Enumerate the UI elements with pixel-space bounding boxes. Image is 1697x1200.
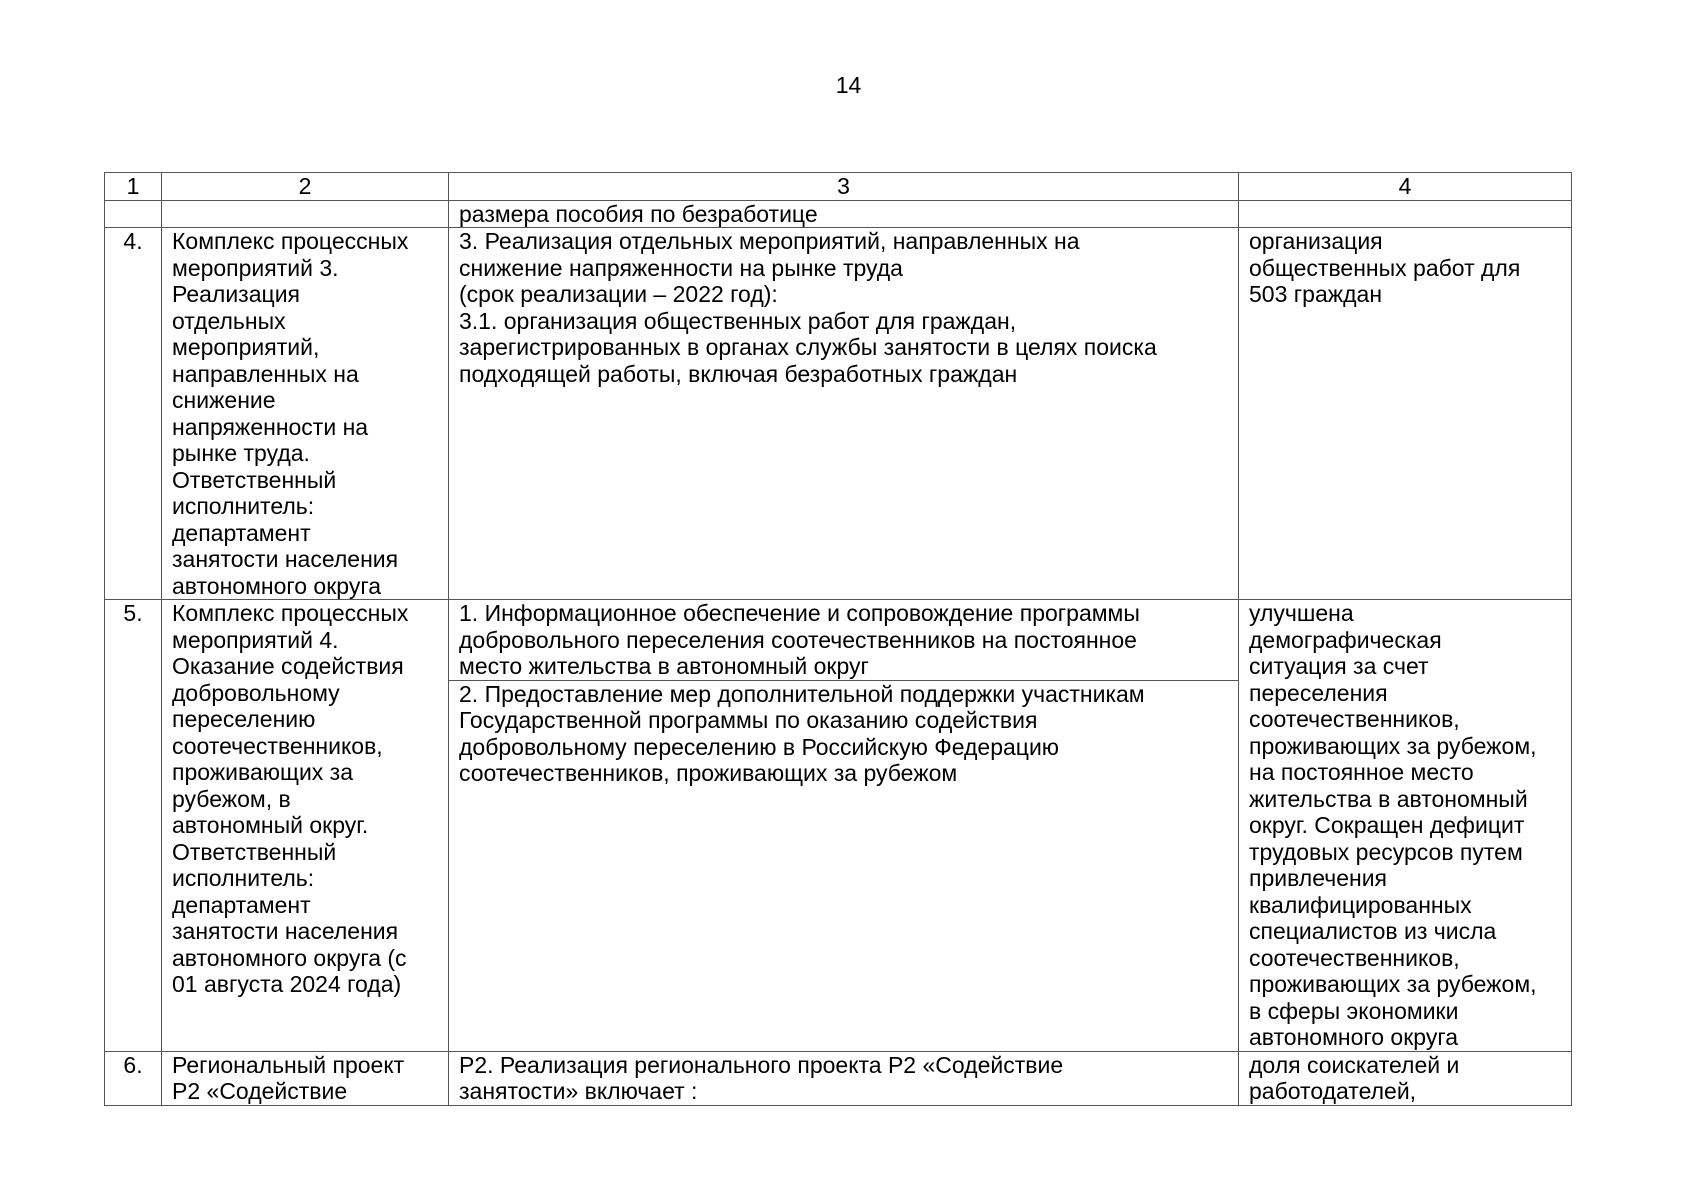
text-line: занятости» включает :	[459, 1078, 698, 1104]
text-line: снижение напряженности на рынке труда	[459, 254, 903, 281]
text-line: департамент	[172, 891, 311, 918]
text-line: автономного округа	[172, 572, 381, 599]
text-line: общественных работ для	[1249, 254, 1521, 281]
text-line: Реализация	[172, 281, 300, 307]
text-line: Р2. Реализация регионального проекта Р2 «Содействие	[459, 1051, 1064, 1078]
header-col-2: 2	[162, 173, 449, 201]
subcell-item-2	[449, 681, 1238, 787]
cell-col3	[449, 228, 1239, 600]
text-line: (срок реализации – 2022 год):	[459, 281, 778, 307]
cell-col2	[162, 600, 449, 1052]
text-line: жительства в автономный	[1249, 785, 1528, 812]
text-line: департамент	[172, 519, 311, 546]
text-line: организация	[1249, 228, 1383, 254]
text-line: привлечения	[1249, 865, 1388, 891]
text-line: Оказание содействия	[172, 653, 404, 679]
text-line: 3.1. организация общественных работ для граждан,	[459, 307, 1017, 334]
text-line: доля соискателей и	[1249, 1051, 1460, 1078]
table-row-5	[105, 600, 1572, 1052]
text-line: занятости населения	[172, 918, 399, 944]
subcell-item-1	[449, 600, 1238, 681]
header-col-1: 1	[105, 173, 162, 201]
table-row-6	[105, 1051, 1572, 1105]
header-col-3: 3	[449, 173, 1239, 201]
text-line: автономный округ.	[172, 812, 369, 838]
text-line: добровольному переселению в Российскую Федерацию	[459, 733, 1060, 760]
text-line: мероприятий 3.	[172, 254, 339, 281]
header-col-4: 4	[1239, 173, 1572, 201]
text-line: добровольному	[172, 679, 340, 706]
text-line: Ответственный	[172, 466, 337, 493]
text-line: исполнитель:	[172, 493, 315, 519]
text-line: улучшена	[1249, 600, 1354, 626]
text-line: соотечественников,	[1249, 944, 1460, 971]
text-line: снижение	[172, 387, 276, 413]
cell-col3	[449, 600, 1239, 1052]
text-line: 2. Предоставление мер дополнительной поддержки участникам	[459, 680, 1145, 707]
text-line: переселению	[172, 706, 316, 732]
cell-col2	[162, 1051, 449, 1105]
cell-num	[105, 200, 162, 228]
text-line: мероприятий,	[172, 334, 320, 360]
cell-col2	[162, 228, 449, 600]
cell-num: 5.	[105, 600, 162, 1052]
text-line: трудовых ресурсов путем	[1249, 838, 1523, 865]
text-line: проживающих за рубежом,	[1249, 732, 1537, 759]
text-line: направленных на	[172, 360, 359, 387]
text-line: Государственной программы по оказанию содействия	[459, 707, 1038, 733]
text-line: 503 граждан	[1249, 281, 1383, 307]
text-line: Р2 «Содействие	[172, 1078, 348, 1104]
text-line: 3. Реализация отдельных мероприятий, направленных на	[459, 228, 1080, 254]
text-line: демографическая	[1249, 626, 1442, 653]
cell-col4	[1239, 1051, 1572, 1105]
cell-num: 6.	[105, 1051, 162, 1105]
text-line: Комплекс процессных	[172, 228, 409, 254]
text-line: рубежом, в	[172, 785, 291, 812]
cell-col4	[1239, 200, 1572, 228]
text-line: ситуация за счет	[1249, 653, 1429, 679]
cell-col4	[1239, 600, 1572, 1052]
text-line: Комплекс процессных	[172, 600, 409, 626]
cell-col2	[162, 200, 449, 228]
text-line: отдельных	[172, 307, 286, 334]
text-line: подходящей работы, включая безработных граждан	[459, 360, 1018, 387]
table-header-row	[105, 173, 1572, 201]
text-line: зарегистрированных в органах службы занятости в целях поиска	[459, 334, 1157, 360]
table-row-continuation	[105, 200, 1572, 228]
text-line: квалифицированных	[1249, 891, 1472, 918]
text-line: Региональный проект	[172, 1051, 405, 1078]
cell-col3	[449, 200, 1239, 228]
text-line: переселения	[1249, 679, 1388, 706]
text-line: Ответственный	[172, 838, 337, 865]
text-line: соотечественников,	[1249, 706, 1460, 732]
text-line: 01 августа 2024 года)	[172, 971, 402, 997]
text-line: автономного округа	[1249, 1024, 1458, 1050]
text-line: исполнитель:	[172, 865, 315, 891]
text-line: напряженности на	[172, 413, 369, 440]
text-line: добровольного переселения соотечественников на постоянное	[459, 626, 1137, 653]
text-line: рынке труда.	[172, 440, 310, 466]
text-line: мероприятий 4.	[172, 626, 339, 653]
text-line: место жительства в автономный округ	[459, 653, 869, 679]
text-line: проживающих за рубежом,	[1249, 971, 1537, 997]
text-line: проживающих за	[172, 759, 354, 785]
page-number: 14	[835, 72, 862, 98]
text-line: работодателей,	[1249, 1078, 1417, 1104]
text-line: в сферы экономики	[1249, 997, 1459, 1024]
text-line: занятости населения	[172, 546, 399, 572]
text-line: специалистов из числа	[1249, 918, 1497, 944]
text-line: соотечественников, проживающих за рубежом	[459, 760, 958, 786]
text-line: округ. Сокращен дефицит	[1249, 812, 1525, 838]
cell-col4	[1239, 228, 1572, 600]
cell-col3	[449, 1051, 1239, 1105]
text-line: на постоянное место	[1249, 759, 1474, 785]
table-row-4	[105, 228, 1572, 600]
program-table	[104, 172, 1572, 1106]
text-line: 1. Информационное обеспечение и сопровождение программы	[459, 600, 1140, 626]
cell-num: 4.	[105, 228, 162, 600]
text-line: соотечественников,	[172, 732, 383, 759]
text-line: автономного округа (с	[172, 944, 407, 971]
text-line: размера пособия по безработице	[459, 200, 818, 227]
